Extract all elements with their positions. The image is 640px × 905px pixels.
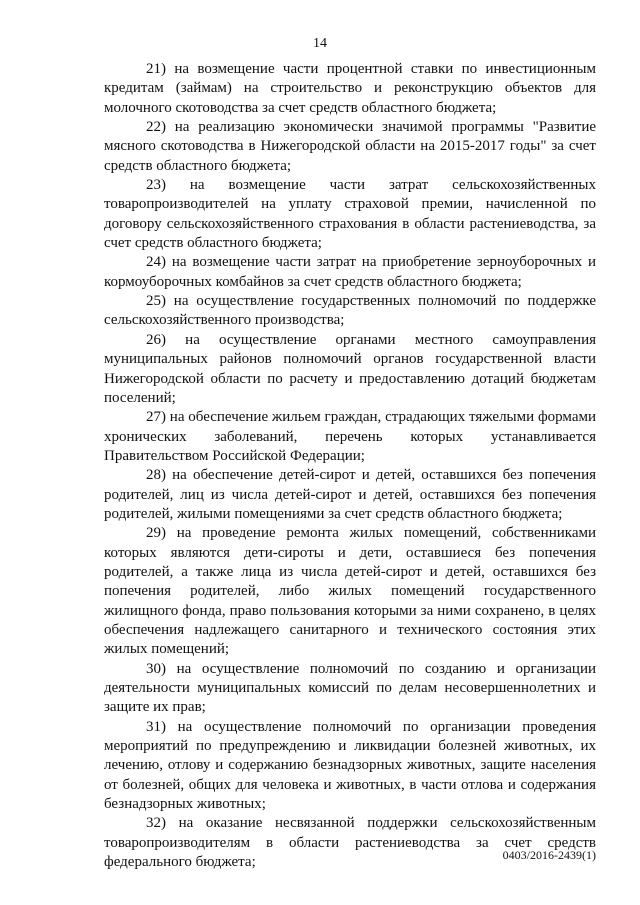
list-item-23	[104, 176, 596, 253]
item-text: на оказание несвязанной поддержки сельскохозяйственным товаропроизводителям в области растениеводства за счет средств федерального бюджета;	[104, 815, 596, 871]
list-item-27	[104, 408, 596, 466]
item-number: 24)	[146, 254, 166, 271]
item-text: на реализацию экономически значимой программы "Развитие мясного скотоводства в Нижегородской области на 2015-2017 годы" за счет средств областного бюджета;	[104, 119, 597, 174]
item-number: 32)	[146, 815, 166, 832]
list-item-29	[104, 524, 596, 659]
list-item-31	[104, 718, 596, 815]
list-item-22	[104, 118, 596, 176]
list-item-24	[104, 253, 596, 292]
document-body	[104, 60, 596, 872]
item-text: на возмещение части затрат сельскохозяйственных товаропроизводителей на уплату страховой премии, начисленной по договору сельскохозяйственного страхования в области растениеводства, за счет средств областного бюджета;	[104, 177, 597, 252]
item-text: на осуществление государственных полномочий по поддержке сельскохозяйственного производства;	[104, 293, 597, 329]
page-number: 14	[313, 36, 327, 51]
list-item-32	[104, 814, 596, 872]
list-item-25	[104, 292, 596, 331]
item-number: 28)	[146, 467, 166, 484]
list-item-21	[104, 60, 596, 118]
item-number: 31)	[146, 718, 166, 735]
item-text: на возмещение части затрат на приобретение зерноуборочных и кормоуборочных комбайнов за счет средств областного бюджета;	[104, 254, 596, 290]
list-item-26	[104, 331, 596, 408]
list-item-28	[104, 466, 596, 524]
item-text: на возмещение части процентной ставки по инвестиционным кредитам (займам) на строительство и реконструкцию объектов для молочного скотоводства за счет средств областного бюджета;	[104, 61, 597, 116]
item-number: 25)	[146, 293, 166, 310]
item-number: 26)	[146, 331, 166, 348]
item-number: 23)	[146, 177, 166, 194]
item-text: на обеспечение жильем граждан, страдающих тяжелыми формами хронических заболеваний, перечень которых устанавливается Правительством Российской Федерации;	[104, 409, 597, 464]
item-text: на проведение ремонта жилых помещений, собственниками которых являются дети-сироты и дети, оставшиеся без попечения родителей, а также лица из числа детей-сирот и детей, оставшихся без попечения родителей, либо жилых помещений государственного жилищного фонда, право пользования которыми за ними сохранено, в целях обеспечения надлежащего санитарного и технического состояния этих жилых помещений;	[104, 525, 596, 658]
item-text: на обеспечение детей-сирот и детей, оставшихся без попечения родителей, лиц из числа детей-сирот и детей, оставшихся без попечения родителей, жилыми помещениями за счет средств областного бюджета;	[104, 467, 596, 522]
item-text: на осуществление полномочий по созданию и организации деятельности муниципальных комиссий по делам несовершеннолетних и защите их прав;	[104, 660, 596, 716]
item-number: 21)	[146, 61, 166, 77]
item-number: 22)	[146, 119, 166, 136]
document-code: 0403/2016-2439(1)	[502, 848, 596, 862]
item-number: 27)	[146, 409, 166, 426]
item-text: на осуществление органами местного самоуправления муниципальных районов полномочий органов государственной власти Нижегородской области по расчету и предоставлению дотаций бюджетам поселений;	[104, 331, 597, 406]
item-number: 30)	[146, 660, 166, 677]
list-item-30	[104, 660, 596, 718]
item-text: на осуществление полномочий по организации проведения мероприятий по предупреждению и ликвидации болезней животных, их лечению, отлову и содержанию безнадзорных животных, защите населения от болезней, общих для человека и животных, в части отлова и содержания безнадзорных животных;	[104, 718, 596, 813]
item-number: 29)	[146, 525, 166, 542]
